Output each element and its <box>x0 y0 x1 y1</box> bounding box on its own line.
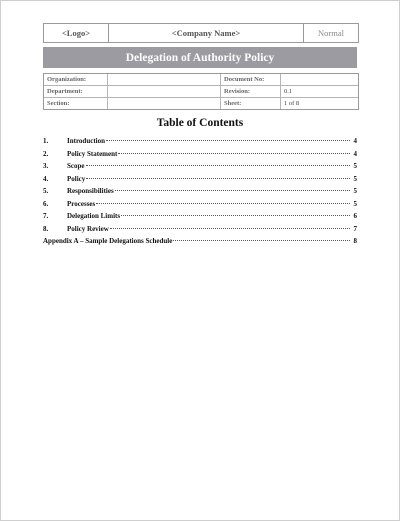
info-label: Organization: <box>44 74 108 85</box>
info-value <box>108 74 221 85</box>
info-value <box>108 86 221 97</box>
toc-entry-page: 4 <box>353 137 357 145</box>
toc-entry[interactable] <box>43 162 357 175</box>
toc-leader-dots <box>106 140 350 141</box>
info-row-section <box>44 98 358 109</box>
toc-entry-title: Policy Statement <box>67 149 118 158</box>
info-value <box>281 74 358 85</box>
toc-entry-title: Introduction <box>67 137 105 145</box>
toc-entry[interactable] <box>43 200 357 213</box>
info-label: Section: <box>44 98 108 109</box>
toc-entry-page: 8 <box>353 237 357 245</box>
table-of-contents <box>43 137 357 250</box>
toc-entry[interactable] <box>43 137 357 150</box>
toc-entry-page: 7 <box>353 224 357 233</box>
toc-entry-page: 4 <box>353 149 357 158</box>
toc-entry[interactable] <box>43 225 357 238</box>
toc-entry-appendix[interactable] <box>43 237 357 250</box>
toc-entry-title: Responsibilities <box>67 187 114 195</box>
toc-leader-dots <box>121 215 350 216</box>
toc-leader-dots <box>173 240 350 241</box>
toc-entry-number: 4. <box>43 174 49 183</box>
toc-entry[interactable] <box>43 150 357 163</box>
toc-entry[interactable] <box>43 187 357 200</box>
toc-entry-page: 6 <box>353 212 357 220</box>
info-value <box>108 98 221 109</box>
toc-entry[interactable] <box>43 175 357 188</box>
toc-leader-dots <box>86 165 351 166</box>
toc-entry-title: Delegation Limits <box>67 212 121 220</box>
info-label: Department: <box>44 86 108 97</box>
toc-entry-number: 2. <box>43 149 49 158</box>
toc-entry-page: 5 <box>353 199 357 208</box>
toc-entry[interactable] <box>43 212 357 225</box>
toc-heading: Table of Contents <box>156 117 244 129</box>
toc-entry-number: 7. <box>43 212 49 220</box>
toc-entry-title: Policy <box>67 174 86 183</box>
toc-entry-title: Policy Review <box>67 224 109 233</box>
toc-leader-dots <box>86 178 350 179</box>
toc-entry-title: Scope <box>67 162 85 170</box>
toc-entry-title: Appendix A – Sample Delegations Schedule <box>43 237 173 245</box>
toc-entry-page: 5 <box>353 162 357 170</box>
sheet-value: 1 of 8 <box>284 100 300 107</box>
toc-leader-dots <box>115 190 350 191</box>
toc-entry-number: 1. <box>43 137 49 145</box>
toc-entry-number: 5. <box>43 187 49 195</box>
toc-entry-number: 3. <box>43 162 49 170</box>
company-name-placeholder: <Company Name> <box>109 24 304 42</box>
info-row-organization <box>44 74 358 86</box>
toc-leader-dots <box>96 203 350 204</box>
document-info-table <box>43 73 359 110</box>
info-label: Document No: <box>221 74 281 85</box>
toc-leader-dots <box>110 228 350 229</box>
document-status: Normal <box>318 28 344 38</box>
document-title: Delegation of Authority Policy <box>43 47 357 68</box>
toc-entry-page: 5 <box>353 174 357 183</box>
info-label: Sheet: <box>221 98 281 109</box>
toc-entry-page: 5 <box>353 187 357 195</box>
toc-entry-title: Processes <box>67 199 96 208</box>
revision-value: 0.1 <box>284 88 293 95</box>
logo-placeholder: <Logo> <box>44 24 109 42</box>
info-row-department <box>44 86 358 98</box>
toc-entry-number: 6. <box>43 199 49 208</box>
info-label: Revision: <box>221 86 281 97</box>
document-header-table <box>43 23 359 43</box>
toc-entry-number: 8. <box>43 224 49 233</box>
toc-leader-dots <box>118 153 350 154</box>
